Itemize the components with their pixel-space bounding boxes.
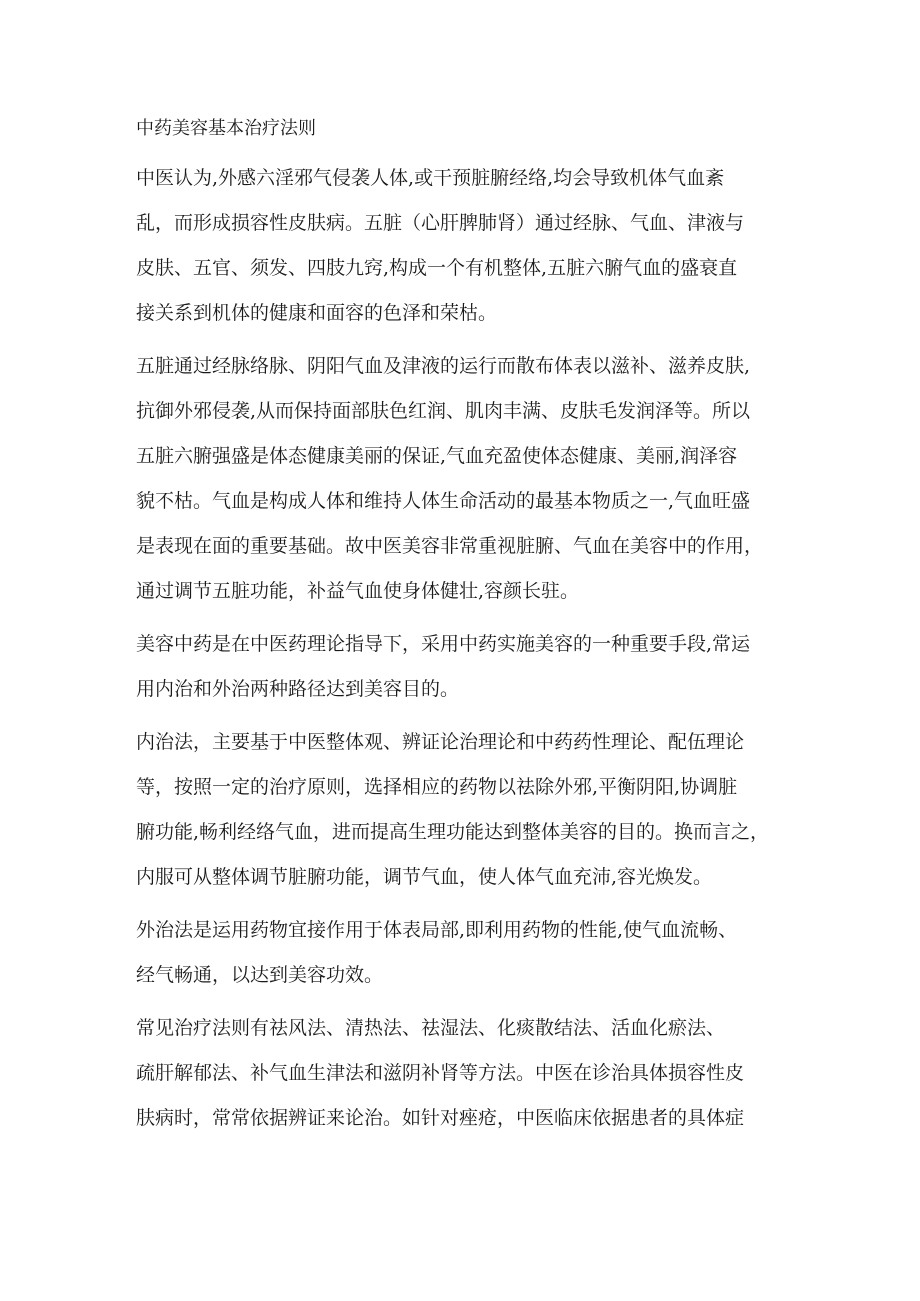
document-title: 中药美容基本治疗法则	[136, 118, 316, 139]
paragraph-internal-treatment	[136, 720, 786, 900]
text-line: 内治法，主要基于中医整体观、辨证论治理论和中药药性理论、配伍理论	[136, 731, 745, 753]
paragraph-tcm-view	[136, 156, 786, 336]
paragraph-external-treatment	[136, 908, 786, 998]
text-line: 腑功能,畅利经络气血，进而提高生理功能达到整体美容的目的。换而言之，	[136, 821, 770, 843]
document-body	[136, 112, 786, 1149]
text-line: 皮肤、五官、须发、四肢九窍,构成一个有机整体,五脏六腑气血的盛衰直	[136, 257, 738, 279]
paragraph-cosmetic-herbs	[136, 622, 786, 712]
text-line: 等，按照一定的治疗原则，选择相应的药物以祛除外邪,平衡阴阳,协调脏	[136, 776, 738, 798]
text-line: 疏肝解郁法、补气血生津法和滋阴补肾等方法。中医在诊治具体损容性皮	[136, 1062, 745, 1084]
text-line: 肤病时，常常依据辨证来论治。如针对痤疮，中医临床依据患者的具体症	[136, 1107, 745, 1129]
text-line: 貌不枯。气血是构成人体和维持人体生命活动的最基本物质之一,气血旺盛	[136, 490, 751, 512]
text-line: 五脏通过经脉络脉、阴阳气血及津液的运行而散布体表以滋补、滋养皮肤,	[136, 355, 751, 377]
text-line: 乱，而形成损容性皮肤病。五脏（心肝脾肺肾）通过经脉、气血、津液与	[136, 212, 745, 234]
text-line: 经气畅通，以达到美容功效。	[136, 964, 384, 986]
paragraph-common-methods	[136, 1006, 786, 1141]
text-line: 用内治和外治两种路径达到美容目的。	[136, 678, 460, 700]
paragraph-five-organs	[136, 344, 786, 614]
text-line: 五脏六腑强盛是体态健康美丽的保证,气血充盈使体态健康、美丽,润泽容	[136, 445, 738, 467]
text-line: 中医认为,外感六淫邪气侵袭人体,或干预脏腑经络,均会导致机体气血紊	[136, 167, 725, 189]
text-line: 是表现在面的重要基础。故中医美容非常重视脏腑、气血在美容中的作用，	[136, 535, 764, 557]
text-line: 美容中药是在中医药理论指导下，采用中药实施美容的一种重要手段,常运	[136, 633, 751, 655]
text-line: 常见治疗法则有祛风法、清热法、祛湿法、化痰散结法、活血化瘀法、	[136, 1017, 726, 1039]
text-line: 抗御外邪侵袭,从而保持面部肤色红润、肌肉丰满、皮肤毛发润泽等。所以	[136, 400, 751, 422]
text-line: 通过调节五脏功能，补益气血使身体健壮,容颜长驻。	[136, 580, 580, 602]
text-line: 接关系到机体的健康和面容的色泽和荣枯。	[136, 302, 498, 324]
text-line: 外治法是运用药物宜接作用于体表局部,即利用药物的性能,使气血流畅、	[136, 919, 738, 941]
text-line: 内服可从整体调节脏腑功能，调节气血，使人体气血充沛,容光焕发。	[136, 866, 713, 888]
